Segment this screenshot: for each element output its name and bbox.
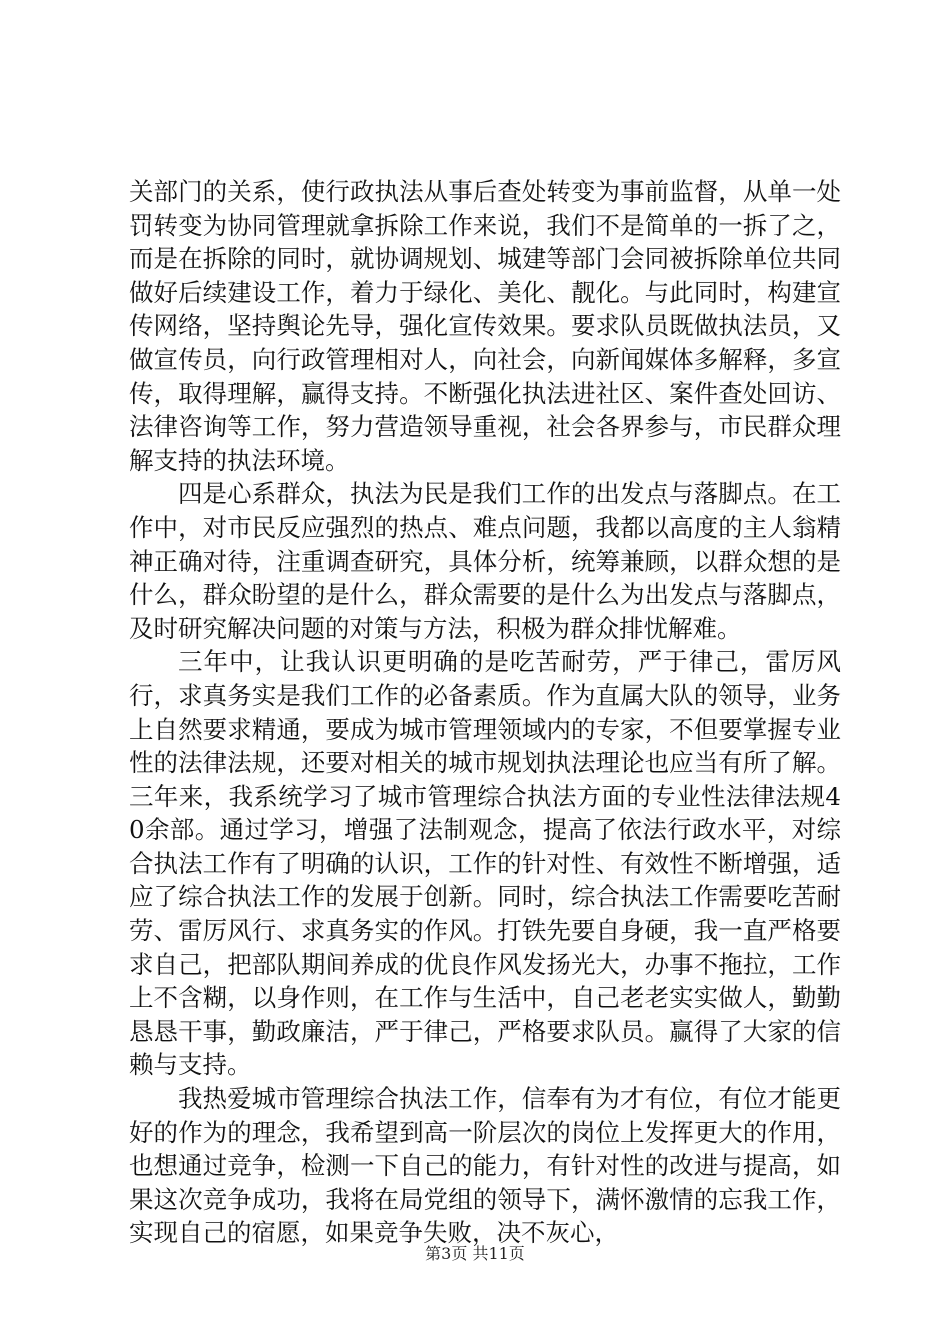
paragraph-2: 四是心系群众，执法为民是我们工作的出发点与落脚点。在工作中，对市民反应强烈的热点、难点问题，我都以高度的主人翁精神正确对待，注重调查研究，具体分析，统筹兼顾，以群众想的是什么，群众盼望的是什么，群众需要的是什么为出发点与落脚点，及时研究解决问题的对策与方法，积极为群众排忧解难。 — [129, 479, 841, 643]
page-number-footer: 第3页 共11页 — [425, 1244, 525, 1263]
paragraph-4: 我热爱城市管理综合执法工作，信奉有为才有位，有位才能更好的作为的理念，我希望到高一阶层次的岗位上发挥更大的作用，也想通过竞争，检测一下自己的能力，有针对性的改进与提高，如果这次竞争成功，我将在局党组的领导下，满怀激情的忘我工作，实现自己的宿愿，如果竞争失败，决不灰心， — [129, 1084, 841, 1248]
paragraph-1: 关部门的关系，使行政执法从事后查处转变为事前监督，从单一处罚转变为协同管理就拿拆除工作来说，我们不是简单的一拆了之，而是在拆除的同时，就协调规划、城建等部门会同被拆除单位共同做好后续建设工作，着力于绿化、美化、靓化。与此同时，构建宣传网络，坚持舆论先导，强化宣传效果。要求队员既做执法员，又做宣传员，向行政管理相对人，向社会，向新闻媒体多解释，多宣传，取得理解，赢得支持。不断强化执法进社区、案件查处回访、法律咨询等工作，努力营造领导重视，社会各界参与，市民群众理解支持的执法环境。 — [129, 177, 841, 475]
paragraph-3: 三年中，让我认识更明确的是吃苦耐劳，严于律己，雷厉风行，求真务实是我们工作的必备素质。作为直属大队的领导，业务上自然要求精通，要成为城市管理领域内的专家，不但要掌握专业性的法律法规，还要对相关的城市规划执法理论也应当有所了解。三年来，我系统学习了城市管理综合执法方面的专业性法律法规40余部。通过学习，增强了法制观念，提高了依法行政水平，对综合执法工作有了明确的认识，工作的针对性、有效性不断增强，适应了综合执法工作的发展于创新。同时，综合执法工作需要吃苦耐劳、雷厉风行、求真务实的作风。打铁先要自身硬，我一直严格要求自己，把部队期间养成的优良作风发扬光大，办事不拖拉，工作上不含糊，以身作则，在工作与生活中，自己老老实实做人，勤勤恳恳干事，勤政廉洁，严于律己，严格要求队员。赢得了大家的信赖与支持。 — [129, 647, 841, 1080]
document-body — [129, 175, 841, 1250]
